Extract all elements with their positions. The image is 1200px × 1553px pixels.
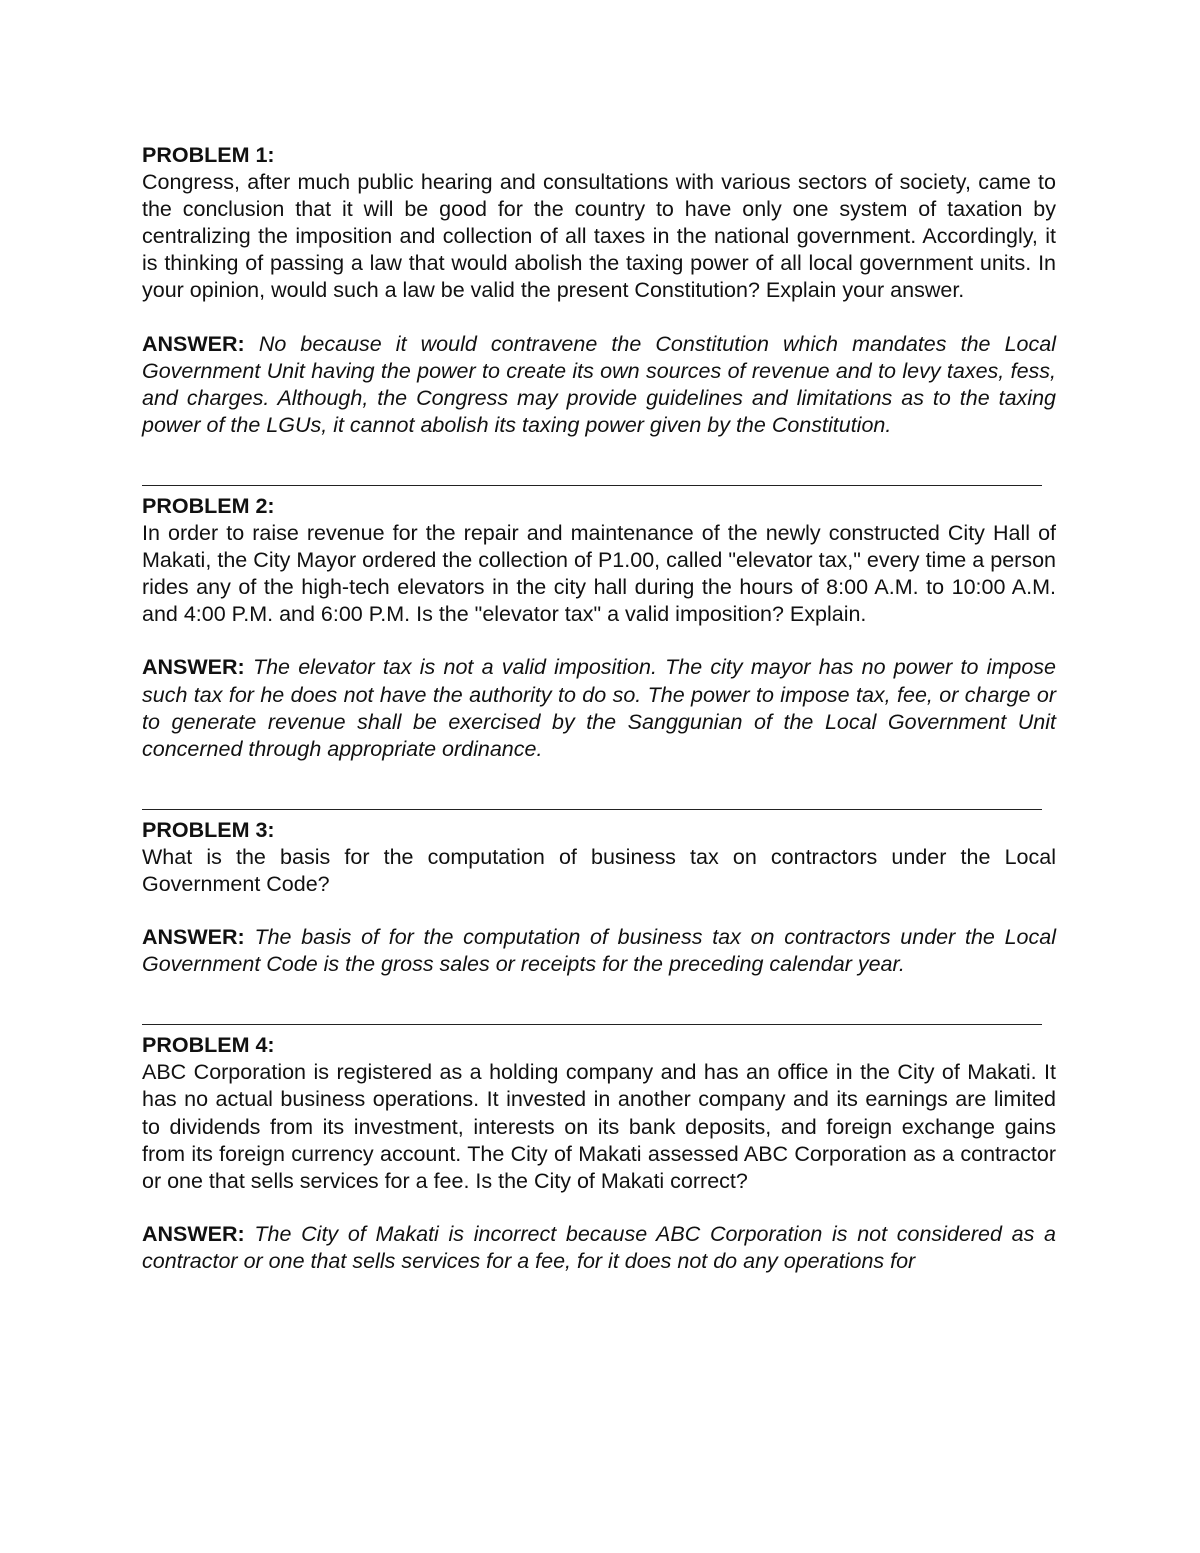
problem-4-answer-text: The City of Makati is incorrect because ABC Corporation is not considered as a contractor or one that sells services for a fee, for it does not do any operations for bbox=[142, 1221, 1056, 1273]
problem-1 bbox=[142, 142, 1056, 439]
divider-2 bbox=[142, 803, 1056, 817]
problem-1-answer bbox=[142, 331, 1056, 439]
divider-1 bbox=[142, 479, 1056, 493]
problem-2-question: In order to raise revenue for the repair and maintenance of the newly constructed City Hall of Makati, the City Mayor ordered the collection of P1.00, called "elevator tax," every time a person rides any of the high-tech elevators in the city hall during the hours of 8:00 A.M. to 10:00 A.M. and 4:00 P.M. and 6:00 P.M. Is the "elevator tax" a valid imposition? Explain. bbox=[142, 521, 1056, 627]
problem-1-question: Congress, after much public hearing and consultations with various sectors of society, came to the conclusion that it will be good for the country to have only one system of taxation by centralizing the imposition and collection of all taxes in the national government. Accordingly, it is thinking of passing a law that would abolish the taxing power of all local government units. In your opinion, would such a law be valid the present Constitution? Explain your answer. bbox=[142, 170, 1056, 303]
problem-3-answer bbox=[142, 924, 1056, 978]
problem-4-answer bbox=[142, 1221, 1056, 1275]
problem-2-answer-label: ANSWER: bbox=[142, 655, 245, 680]
problem-2-answer bbox=[142, 654, 1056, 762]
problem-4-question: ABC Corporation is registered as a holding company and has an office in the City of Makati. It has no actual business operations. It invested in another company and its earnings are limited to dividends from its investment, interests on its bank deposits, and foreign exchange gains from its foreign currency account. The City of Makati assessed ABC Corporation as a contractor or one that sells services for a fee. Is the City of Makati correct? bbox=[142, 1060, 1056, 1193]
problem-1-answer-text: No because it would contravene the Constitution which mandates the Local Government Unit having the power to create its own sources of revenue and to levy taxes, fess, and charges. Although, the Congress may provide guidelines and limitations as to the taxing power of the LGUs, it cannot abolish its taxing power given by the Constitution. bbox=[142, 331, 1056, 437]
problem-4 bbox=[142, 1032, 1056, 1275]
problem-1-heading: PROBLEM 1: bbox=[142, 143, 275, 167]
document-page bbox=[142, 142, 1056, 1275]
problem-4-heading: PROBLEM 4: bbox=[142, 1033, 275, 1058]
problem-2 bbox=[142, 493, 1056, 763]
problem-1-answer-label: ANSWER: bbox=[142, 331, 245, 356]
problem-3-answer-text: The basis of for the computation of business tax on contractors under the Local Government Code is the gross sales or receipts for the preceding calendar year. bbox=[142, 925, 1056, 977]
problem-3-answer-label: ANSWER: bbox=[142, 925, 245, 950]
problem-2-heading: PROBLEM 2: bbox=[142, 493, 275, 518]
problem-3-question: What is the basis for the computation of business tax on contractors under the Local Government Code? bbox=[142, 844, 1056, 896]
problem-3-heading: PROBLEM 3: bbox=[142, 817, 275, 842]
problem-3 bbox=[142, 817, 1056, 978]
problem-4-answer-label: ANSWER: bbox=[142, 1221, 245, 1246]
problem-2-answer-text: The elevator tax is not a valid imposition. The city mayor has no power to impose such tax for he does not have the authority to do so. The power to impose tax, fee, or charge or to generate revenue shall be exercised by the Sanggunian of the Local Government Unit concerned through appropriate ordinance. bbox=[142, 655, 1056, 761]
divider-3 bbox=[142, 1018, 1056, 1032]
